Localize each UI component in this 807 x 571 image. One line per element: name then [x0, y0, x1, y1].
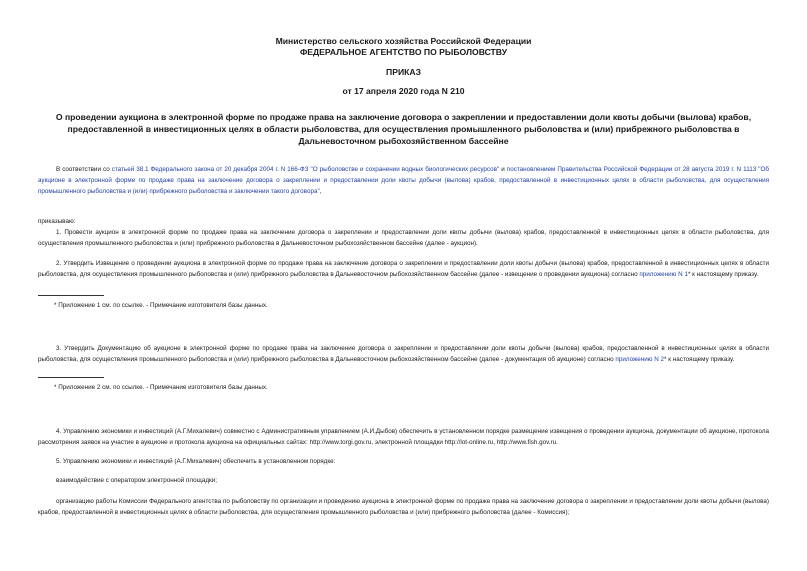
item-2-tail: * к настоящему приказу. [687, 271, 759, 278]
order-word: приказываю: [38, 218, 76, 225]
federal-law-link[interactable]: статьей 38.1 Федерального закона от 20 декабря 2004 г. N 166-ФЗ "О рыболовстве и сохранении водных биологических ресурсов" [111, 166, 500, 173]
item-5a-text: взаимодействие с оператором электронной площадки; [56, 477, 218, 484]
item-5b-paragraph [38, 496, 769, 518]
item-3-paragraph [38, 343, 769, 365]
item-3-tail: * к настоящему приказу. [664, 356, 735, 363]
footnote-divider-1 [38, 295, 104, 296]
item-4-text: 4. Управлению экономики и инвестиций (А.Г.Михалевич) совместно с Административным управлением (А.И.Дыбов) обеспечить в установленном порядке размещение извещения о проведении аукциона, документации об аукционе, протокола рассмотрения заявок на участие в аукционе и протокола аукциона на официальных сайтах: http://www.torgi.gov.ru, электронной площадки http://lot-online.ru, http://www.fish.gov.ru. [38, 428, 769, 446]
government-decree-link[interactable]: постановлением Правительства Российской Федерации от 28 августа 2019 г. N 1113 "Об аукционе в электронной форме по продаже права на заключение договора о закреплении и предоставлении доли квоты добычи (вылова) крабов, предоставленной в инвестиционных целях в области рыболовства, для осуществления промышленного рыболовства и (или) прибрежного рыболовства и заключении такого договора" [38, 166, 770, 195]
item-5b-text: организацию работы Комиссии Федерального агентства по рыболовству по организации и проведению аукциона в электронной форме по продаже права на заключение договора о закреплении и предоставлении доли квоты добычи (вылова) крабов, предоставленной в инвестиционных целях в области рыболовства, для осуществления промышленного рыболовства и (или) прибрежного рыболовства (далее - Комиссия); [38, 498, 769, 516]
preamble-text-3: , [319, 188, 322, 195]
item-1-paragraph [38, 227, 769, 249]
footnote-2: * Приложение 2 см. по ссылке. - Примечание изготовителя базы данных. [54, 384, 268, 391]
item-2-paragraph [38, 258, 769, 280]
appendix-1-link[interactable]: приложению N 1 [639, 271, 688, 278]
item-1-text: 1. Провести аукцион в электронной форме по продаже права на заключение договора о закреплении и предоставлении доли квоты добычи (вылова) крабов, предоставленной в инвестиционных целях в области рыболовства, для осуществления промышленного рыболовства и (или) прибрежного рыболовства в Дальневосточном рыбохозяйственном бассейне (далее - аукцион). [38, 229, 769, 247]
preamble-paragraph [38, 164, 769, 197]
document-type: ПРИКАЗ [386, 67, 421, 77]
document-date-number: от 17 апреля 2020 года N 210 [342, 86, 465, 96]
document-title: О проведении аукциона в электронной форме по продаже права на заключение договора о закреплении и предоставлении доли квоты добычи (вылова) крабов, предоставленной в инвестиционных целях в области рыболовства, для осуществления промышленного рыболовства и (или) прибрежного рыболовства в Дальневосточном рыбохозяйственном бассейне [55, 112, 752, 146]
footnote-1: * Приложение 1 см. по ссылке. - Примечание изготовителя базы данных. [54, 302, 268, 309]
item-3-text: 3. Утвердить Документацию об аукционе в электронной форме по продаже права на заключение договора о закреплении и предоставлении доли квоты добычи (вылова) крабов, предоставленной в инвестиционных целях в области рыболовства, для осуществления промышленного рыболовства и (или) прибрежного рыболовства в Дальневосточном рыбохозяйственном бассейне (далее - документация об аукционе) согласно [38, 345, 769, 363]
footnote-divider-2 [38, 377, 104, 378]
appendix-2-link[interactable]: приложению N 2 [615, 356, 665, 363]
item-5-paragraph [38, 456, 769, 467]
preamble-text-2: и [499, 166, 507, 173]
item-4-paragraph [38, 426, 769, 448]
preamble-text-1: В соответствии со [56, 166, 112, 173]
item-5a-paragraph [38, 475, 769, 486]
agency-name: ФЕДЕРАЛЬНОЕ АГЕНТСТВО ПО РЫБОЛОВСТВУ [299, 47, 508, 57]
item-5-text: 5. Управлению экономики и инвестиций (А.Г.Михалевич) обеспечить в установленном порядке: [56, 458, 336, 465]
item-2-text: 2. Утвердить Извещение о проведении аукциона в электронной форме по продаже права на заключение договора о закреплении и предоставлении доли квоты добычи (вылова) крабов, предоставленной в инвестиционных целях в области рыболовства, для осуществления промышленного рыболовства и (или) прибрежного рыболовства в Дальневосточном рыбохозяйственном бассейне (далее - извещение о проведении аукциона) согласно [38, 260, 769, 278]
ministry-name: Министерство сельского хозяйства Российской Федерации [275, 36, 532, 46]
